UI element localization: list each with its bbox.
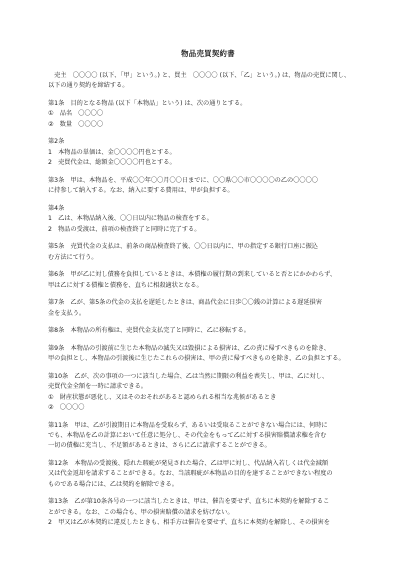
text-line: 第5条 売買代金の支払は、前条の商品検査終了後、〇〇日以内に、甲の指定する銀行口座に振込 <box>48 243 318 251</box>
text-line: 甲の負担とし、本物品の引渡後に生じたこれらの損害は、甲の責に帰すべきものを除き、乙の負担とする。 <box>48 355 345 363</box>
article-paragraph <box>48 176 368 197</box>
text-line: ② 数量 〇〇〇〇 <box>48 120 104 128</box>
text-line: 2 物品の受渡は、前項の検査終了と同時に完了する。 <box>48 225 201 233</box>
text-line: 以下の通り契約を締結する。 <box>48 82 129 90</box>
article-paragraph <box>48 298 368 319</box>
text-line: 又は代金返却を請求することができる。なお、当該瑕疵が本物品の目的を達することができない程度の <box>48 470 333 478</box>
text-line: 第12条 本物品の受渡後、隠れた瑕疵が発見された場合、乙は甲に対し、代品納入若しくは代金減額 <box>48 460 329 468</box>
text-line: む方法にて行う。 <box>48 253 98 261</box>
article-paragraph <box>48 137 368 168</box>
text-line: ものである場合には、乙は契約を解除できる。 <box>48 480 178 488</box>
text-line: 第8条 本物品の所有権は、売買代金支払完了と同時に、乙に移転する。 <box>48 327 250 335</box>
article-paragraph <box>48 497 368 528</box>
text-line: 第7条 乙が、第5条の代金の支払を遅延したときは、商品代金に日歩〇〇銭の計算による遅延損害 <box>48 299 322 307</box>
article-paragraph <box>48 242 368 263</box>
text-line: ① 財産状態が悪化し、又はそのおそれがあると認められる相当な兆候があるとき <box>48 393 277 401</box>
article-paragraph <box>48 421 368 452</box>
text-line: に持参して納入する。なお、納入に要する費用は、甲が負担する。 <box>48 187 234 195</box>
text-line: 第10条 乙が、次の事項の一つに該当した場合、乙は当然に期限の利益を喪失し、甲は、乙に対し、 <box>48 372 329 380</box>
article-paragraph <box>48 459 368 490</box>
text-line: 2 甲又は乙が本契約に違反したときも、相手方は催告を要せず、直ちに本契約を解除し、その損害を <box>48 519 330 527</box>
text-line: 売買代金全額を一時に請求できる。 <box>48 383 147 391</box>
article-paragraph <box>48 326 368 336</box>
article-paragraph <box>48 204 368 235</box>
text-line: ① 品名 〇〇〇〇 <box>48 110 104 118</box>
text-line: 1 乙は、本物品納入後、〇〇日以内に物品の検査をする。 <box>48 215 213 223</box>
text-line: 甲は乙に対する債権と債務を、直ちに相殺適状となる。 <box>48 281 203 289</box>
text-line: 1 本物品の単価は、金〇〇〇〇円也とする。 <box>48 148 176 156</box>
text-line: 第9条 本物品の引渡前に生じた本物品の滅失又は毀損による損害は、乙の責に帰すべきものを除き、 <box>48 344 330 352</box>
text-line: 2 売買代金は、総額金〇〇〇〇円也とする。 <box>48 159 176 167</box>
text-line: 金を支払う。 <box>48 309 86 317</box>
article-paragraph <box>48 71 368 92</box>
text-line: ② 〇〇〇〇 <box>48 404 85 412</box>
text-line: 第2条 <box>48 138 65 146</box>
text-line: 第4条 <box>48 204 65 212</box>
text-line: 第11条 甲は、乙が引渡期日に本物品を受取らず、あるいは受取ることができない場合には、何時に <box>48 421 328 429</box>
document-body <box>48 71 368 529</box>
text-line: とができる。なお、この場合も、甲の損害賠償の請求を妨げない。 <box>48 508 234 516</box>
text-line: 第3条 甲は、本物品を、平成〇〇年〇〇月〇〇日までに、〇〇県〇〇市〇〇〇〇の乙の〇〇〇〇 <box>48 176 318 184</box>
text-line: 一切の債権に充当し、不足額があるときは、さらに乙に請求することができる。 <box>48 442 271 450</box>
text-line: 売主 〇〇〇〇 (以下、「甲」という。) と、買主 〇〇〇〇 (以下、「乙」という。) は、物品の売買に関し、 <box>48 72 351 79</box>
article-paragraph <box>48 344 368 365</box>
text-line: でも、本物品を乙の計算において任意に処分し、その代金をもって乙に対する損害賠償請求権を含む <box>48 432 327 440</box>
article-paragraph <box>48 99 368 130</box>
text-line: 第1条 目的となる物品 (以下「本物品」という) は、次の通りとする。 <box>48 100 247 107</box>
text-line: 第13条 乙が第10条各号の一つに該当したときは、甲は、催告を要せず、直ちに本契約を解除するこ <box>48 498 330 506</box>
article-paragraph <box>48 270 368 291</box>
article-paragraph <box>48 372 368 414</box>
document-title: 物品売買契約書 <box>181 49 235 58</box>
text-line: 第6条 甲が乙に対し債務を負担しているときは、本債権の履行期の到来していると否とにかかわらず、 <box>48 271 337 279</box>
